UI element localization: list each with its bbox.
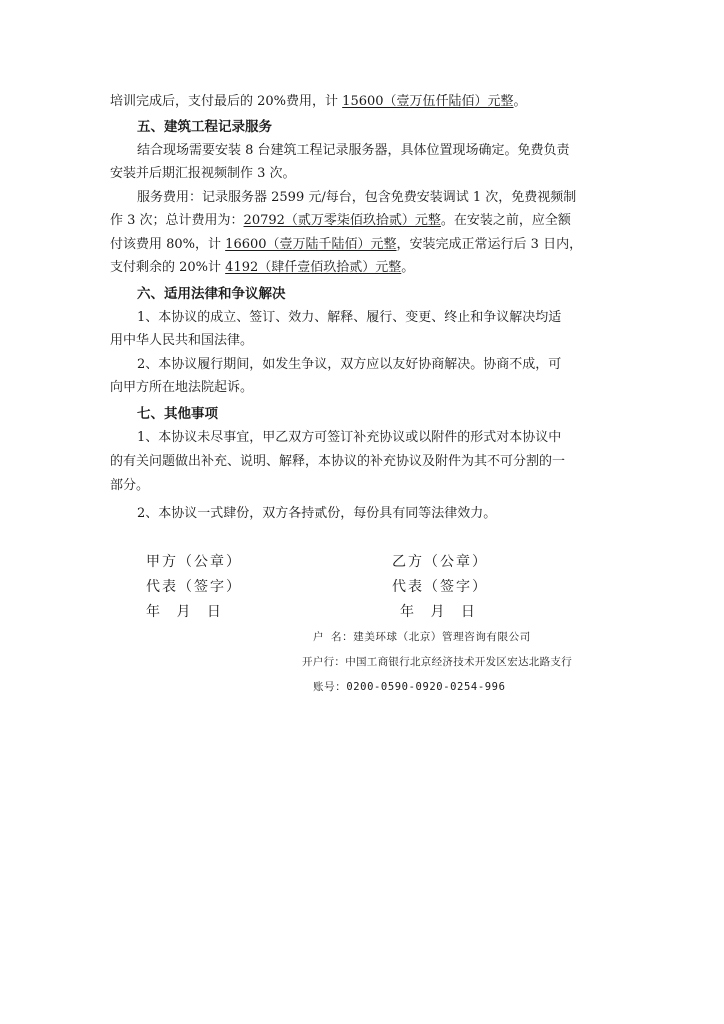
section-6-heading: 六、适用法律和争议解决: [137, 286, 286, 302]
bank-account-name: 户 名：建美环球（北京）管理咨询有限公司: [313, 631, 531, 643]
section-7-line-1: 1、本协议未尽事宜，甲乙双方可签订补充协议或以附件的形式对本协议中: [137, 430, 562, 445]
section-5-line-5: 付该费用 80%，计 16600（壹万陆千陆佰）元整，安装完成正常运行后 3 日内，: [110, 237, 583, 252]
section-6-line-3: 2、本协议履行期间，如发生争议，双方应以友好协商解决。协商不成，可: [137, 357, 562, 372]
amount-underlined: 15600（壹万伍仟陆佰）元整: [342, 94, 514, 109]
section-5-line-3: 服务费用：记录服务器 2599 元/每台，包含免费安装调试 1 次，免费视频制: [137, 190, 577, 205]
balance-amount-underlined: 4192（肆仟壹佰玖拾贰）元整: [225, 260, 402, 275]
prepay-amount-underlined: 16600（壹万陆千陆佰）元整: [225, 237, 397, 252]
party-b-seal: 乙方（公章）: [392, 554, 488, 570]
party-b-date: 年 月 日: [400, 604, 481, 620]
section-7-line-2: 的有关问题做出补充、说明、解释，本协议的补充协议及附件为其不可分割的一: [110, 454, 566, 469]
party-b-representative: 代表（签字）: [392, 579, 488, 595]
bank-branch: 开户行：中国工商银行北京经济技术开发区宏达北路支行: [302, 656, 573, 668]
section-5-line-4: 作 3 次；总计费用为：20792（贰万零柒佰玖拾贰）元整。在安装之前，应全额: [110, 213, 571, 228]
section-6-line-2: 用中华人民共和国法律。: [110, 333, 254, 348]
section-5-line-2: 安装并后期汇报视频制作 3 次。: [110, 166, 296, 181]
bank-account-number: 账号：0200-0590-0920-0254-996: [313, 681, 506, 693]
party-a-date: 年 月 日: [146, 604, 227, 620]
party-a-representative: 代表（签字）: [146, 579, 242, 595]
section-7-line-3: 部分。: [110, 478, 150, 493]
section-5-heading: 五、建筑工程记录服务: [137, 119, 272, 135]
section-7-line-4: 2、本协议一式肆份，双方各持贰份，每份具有同等法律效力。: [137, 506, 497, 521]
party-a-seal: 甲方（公章）: [146, 554, 242, 570]
section-7-heading: 七、其他事项: [137, 406, 218, 422]
payment-final-line: 培训完成后，支付最后的 20%费用，计 15600（壹万伍仟陆佰）元整。: [110, 94, 527, 109]
section-5-line-6: 支付剩余的 20%计 4192（肆仟壹佰玖拾贰）元整。: [110, 260, 415, 275]
section-5-line-1: 结合现场需要安装 8 台建筑工程记录服务器，具体位置现场确定。免费负责: [137, 143, 570, 158]
section-6-line-4: 向甲方所在地法院起诉。: [110, 380, 254, 395]
section-6-line-1: 1、本协议的成立、签订、效力、解释、履行、变更、终止和争议解决均适: [137, 310, 562, 325]
total-fee-underlined: 20792（贰万零柒佰玖拾贰）元整: [243, 213, 441, 228]
